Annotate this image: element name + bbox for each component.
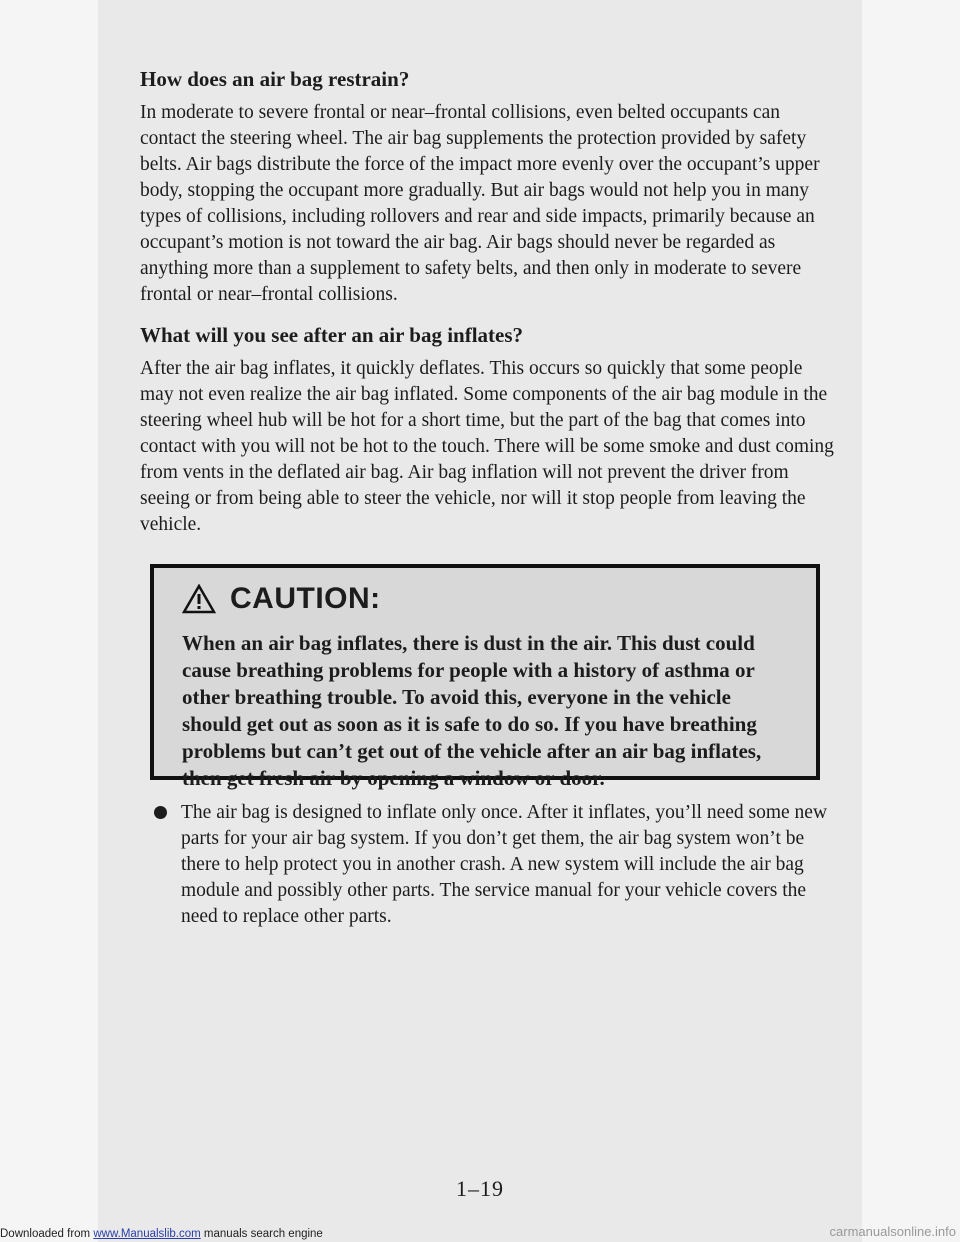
section-body-after-inflation: After the air bag inflates, it quickly deflates. This occurs so quickly that some people may not even realize the air bag inflated. Some components of the air bag module in the steering wheel hub will be hot for a short time, but the part of the bag that comes into contact with you will not be hot to the touch. There will be some smoke and dust coming from vents in the deflated air bag. Air bag inflation will not prevent the driver from seeing or from being able to steer the vehicle, nor will it stop people from leaving the vehicle. [140,358,834,535]
section-heading-restrain: How does an air bag restrain? [140,67,410,91]
main-content [140,66,840,552]
bullet-list [154,800,844,930]
download-footer [0,1228,323,1240]
caution-title: CAUTION: [230,582,381,615]
section-heading-after-inflation: What will you see after an air bag inflates? [140,323,524,347]
footer-prefix: Downloaded from [0,1228,91,1240]
caution-header [182,582,794,616]
watermark: carmanualsonline.info [829,1224,956,1239]
page-number: 1–19 [456,1176,504,1201]
bullet-icon [154,806,167,819]
manualslib-link[interactable]: www.Manualslib.com [93,1228,201,1240]
caution-box [150,564,820,790]
warning-triangle-icon [182,584,216,614]
section-body-restrain: In moderate to severe frontal or near–frontal collisions, even belted occupants can contact the steering wheel. The air bag supplements the protection provided by safety belts. Air bags distribute the force of the impact more evenly over the occupant’s upper body, stopping the occupant more gradually. But air bags would not help you in many types of collisions, including rollovers and rear and side impacts, primarily because an occupant’s motion is not toward the air bag. Air bags should never be regarded as anything more than a supplement to safety belts, and then only in moderate to severe frontal or near–frontal collisions. [140,102,820,305]
caution-text: When an air bag inflates, there is dust in the air. This dust could cause breathing problems for people with a history of asthma or other breathing trouble. To avoid this, everyone in the vehicle should get out as soon as it is safe to do so. If you have breathing problems but can’t get out of the vehicle after an air bag inflates, then get fresh air by opening a window or door. [182,631,762,790]
bullet-text: The air bag is designed to inflate only once. After it inflates, you’ll need some new parts for your air bag system. If you don’t get them, the air bag system won’t be there to help protect you in another crash. A new system will include the air bag module and possibly other parts. The service manual for your vehicle covers the need to replace other parts. [181,802,828,927]
footer-suffix: manuals search engine [203,1228,323,1240]
list-item [154,800,844,930]
